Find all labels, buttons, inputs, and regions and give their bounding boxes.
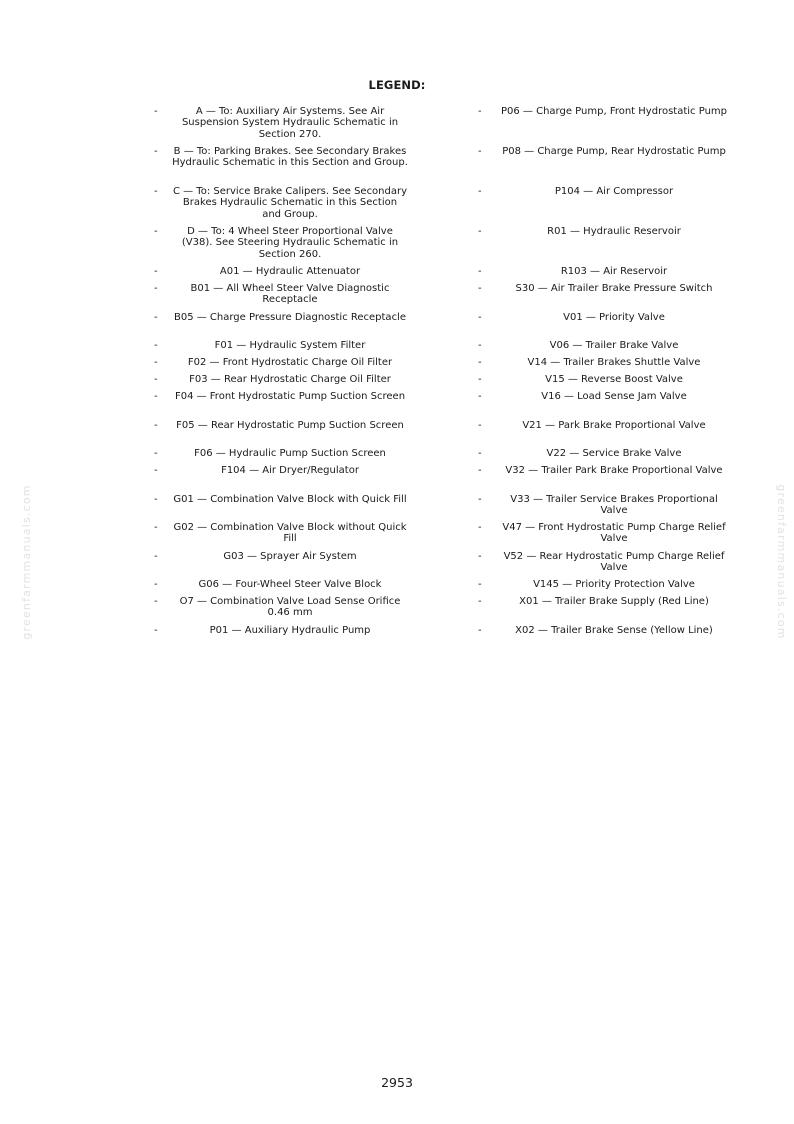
legend-item <box>150 266 470 283</box>
legend-item-text: V32 — Trailer Park Brake Proportional Valve <box>505 465 723 476</box>
legend-item-text: X01 — Trailer Brake Supply (Red Line) <box>519 596 709 607</box>
legend-item <box>474 391 794 420</box>
legend-item <box>150 494 470 523</box>
bullet-dash: - <box>478 419 482 431</box>
legend-item <box>474 551 794 580</box>
legend-item-text: P06 — Charge Pump, Front Hydrostatic Pump <box>501 106 727 117</box>
legend-item <box>474 283 794 312</box>
legend-item <box>474 340 794 357</box>
legend-item <box>474 579 794 596</box>
legend-item <box>474 420 794 449</box>
legend-item-text: F05 — Rear Hydrostatic Pump Suction Screen <box>176 419 404 431</box>
bullet-dash: - <box>154 550 158 562</box>
legend-item-text: F06 — Hydraulic Pump Suction Screen <box>194 448 386 459</box>
legend-title: LEGEND: <box>368 78 426 92</box>
legend-item <box>150 146 470 186</box>
legend-item-text: V16 — Load Sense Jam Valve <box>541 391 687 402</box>
legend-item-text: P08 — Charge Pump, Rear Hydrostatic Pump <box>502 146 726 157</box>
legend-item-text: V52 — Rear Hydrostatic Pump Charge Relief Valve <box>503 550 725 573</box>
legend-item <box>150 420 470 449</box>
bullet-dash: - <box>154 146 158 157</box>
legend-item <box>474 226 794 266</box>
legend-item <box>474 357 794 374</box>
bullet-dash: - <box>154 579 158 590</box>
legend-item-text: V145 — Priority Protection Valve <box>533 579 695 590</box>
legend-item <box>474 494 794 523</box>
legend-item-text: S30 — Air Trailer Brake Pressure Switch <box>515 283 713 294</box>
legend-item-text: F104 — Air Dryer/Regulator <box>221 465 359 476</box>
legend-item-text: F02 — Front Hydrostatic Charge Oil Filter <box>187 357 393 368</box>
legend-item <box>474 374 794 391</box>
bullet-dash: - <box>478 550 482 562</box>
legend-item-text: R103 — Air Reservoir <box>560 266 668 277</box>
bullet-dash: - <box>478 522 482 533</box>
legend-item-text: B01 — All Wheel Steer Valve Diagnostic Receptacle <box>190 283 390 306</box>
legend-item-text: P104 — Air Compressor <box>554 186 674 197</box>
legend-item <box>150 522 470 551</box>
bullet-dash: - <box>478 106 482 117</box>
legend-item <box>150 448 470 465</box>
legend-item <box>474 522 794 551</box>
legend-item-text: V15 — Reverse Boost Valve <box>545 374 683 385</box>
bullet-dash: - <box>478 391 482 402</box>
legend-item <box>150 357 470 374</box>
legend-item-text: A01 — Hydraulic Attenuator <box>219 266 361 277</box>
bullet-dash: - <box>478 493 482 505</box>
legend-item <box>150 106 470 146</box>
legend-left-column <box>150 106 470 642</box>
bullet-dash: - <box>154 448 158 459</box>
legend-item <box>150 226 470 266</box>
legend-item <box>474 312 794 341</box>
legend-item-text: G01 — Combination Valve Block with Quick Fill <box>173 493 407 505</box>
bullet-dash: - <box>154 266 158 277</box>
legend-item <box>474 465 794 494</box>
bullet-dash: - <box>154 465 158 476</box>
legend-item-text: B05 — Charge Pressure Diagnostic Receptacle <box>173 311 406 323</box>
bullet-dash: - <box>478 266 482 277</box>
bullet-dash: - <box>154 311 158 323</box>
legend-item-text: P01 — Auxiliary Hydraulic Pump <box>209 624 371 636</box>
legend-item <box>474 146 794 186</box>
legend-item <box>474 596 794 625</box>
page-number: 2953 <box>381 1075 413 1090</box>
legend-item <box>150 579 470 596</box>
bullet-dash: - <box>154 186 158 197</box>
legend-item <box>150 465 470 494</box>
legend-item-text: V47 — Front Hydrostatic Pump Charge Relief Valve <box>502 522 726 545</box>
bullet-dash: - <box>478 283 482 294</box>
bullet-dash: - <box>154 493 158 505</box>
bullet-dash: - <box>478 579 482 590</box>
legend-item <box>150 374 470 391</box>
legend-item <box>150 391 470 420</box>
bullet-dash: - <box>154 357 158 368</box>
legend-item-text: V21 — Park Brake Proportional Valve <box>522 419 706 431</box>
bullet-dash: - <box>154 283 158 294</box>
legend-item-text: V06 — Trailer Brake Valve <box>549 340 679 351</box>
bullet-dash: - <box>478 448 482 459</box>
bullet-dash: - <box>154 226 158 237</box>
legend-right-column <box>474 106 794 642</box>
bullet-dash: - <box>154 340 158 351</box>
legend-item <box>150 551 470 580</box>
bullet-dash: - <box>478 311 482 323</box>
bullet-dash: - <box>154 624 158 636</box>
watermark-left: greenfarmmanuals.com <box>20 484 33 640</box>
legend-item-text: X02 — Trailer Brake Sense (Yellow Line) <box>515 624 713 636</box>
legend-item-text: O7 — Combination Valve Load Sense Orifice 0.46 mm <box>179 596 401 619</box>
bullet-dash: - <box>478 146 482 157</box>
bullet-dash: - <box>478 374 482 385</box>
legend-item <box>150 625 470 642</box>
bullet-dash: - <box>478 465 482 476</box>
legend-item-text: V14 — Trailer Brakes Shuttle Valve <box>527 357 701 368</box>
legend-item-text: V22 — Service Brake Valve <box>546 448 682 459</box>
legend-item <box>150 340 470 357</box>
bullet-dash: - <box>154 522 158 533</box>
legend-item <box>474 186 794 226</box>
legend-item-text: V33 — Trailer Service Brakes Proportional Valve <box>510 493 718 516</box>
legend-item <box>150 596 470 625</box>
legend-item-text: F04 — Front Hydrostatic Pump Suction Screen <box>174 391 406 402</box>
legend-item-text: G02 — Combination Valve Block without Quick Fill <box>173 522 407 545</box>
legend-item <box>474 448 794 465</box>
bullet-dash: - <box>478 226 482 237</box>
legend-item <box>474 106 794 146</box>
legend-item <box>474 266 794 283</box>
bullet-dash: - <box>154 106 158 117</box>
bullet-dash: - <box>478 340 482 351</box>
legend-item-text: D — To: 4 Wheel Steer Proportional Valve (V38). See Steering Hydraulic Schematic in Section 260. <box>181 226 399 260</box>
legend-item-text: C — To: Service Brake Calipers. See Secondary Brakes Hydraulic Schematic in this Section and Group. <box>172 186 408 220</box>
legend-item-text: R01 — Hydraulic Reservoir <box>547 226 681 237</box>
legend-item-text: V01 — Priority Valve <box>563 311 665 323</box>
legend-item-text: F03 — Rear Hydrostatic Charge Oil Filter <box>189 374 391 385</box>
bullet-dash: - <box>478 186 482 197</box>
bullet-dash: - <box>478 357 482 368</box>
legend-item-text: B — To: Parking Brakes. See Secondary Brakes Hydraulic Schematic in this Section and Group. <box>172 146 408 169</box>
bullet-dash: - <box>478 596 482 607</box>
legend-item <box>150 283 470 312</box>
bullet-dash: - <box>478 624 482 636</box>
legend-item-text: G03 — Sprayer Air System <box>223 550 357 562</box>
legend-item <box>150 186 470 226</box>
legend-item-text: A — To: Auxiliary Air Systems. See Air Suspension System Hydraulic Schematic in Section 270. <box>181 106 399 140</box>
bullet-dash: - <box>154 374 158 385</box>
bullet-dash: - <box>154 391 158 402</box>
legend-item <box>474 625 794 642</box>
bullet-dash: - <box>154 419 158 431</box>
watermark-right: greenfarmmanuals.com <box>775 484 788 640</box>
bullet-dash: - <box>154 596 158 607</box>
legend-item-text: G06 — Four-Wheel Steer Valve Block <box>198 579 382 590</box>
legend-item-text: F01 — Hydraulic System Filter <box>214 340 366 351</box>
legend-item <box>150 312 470 341</box>
